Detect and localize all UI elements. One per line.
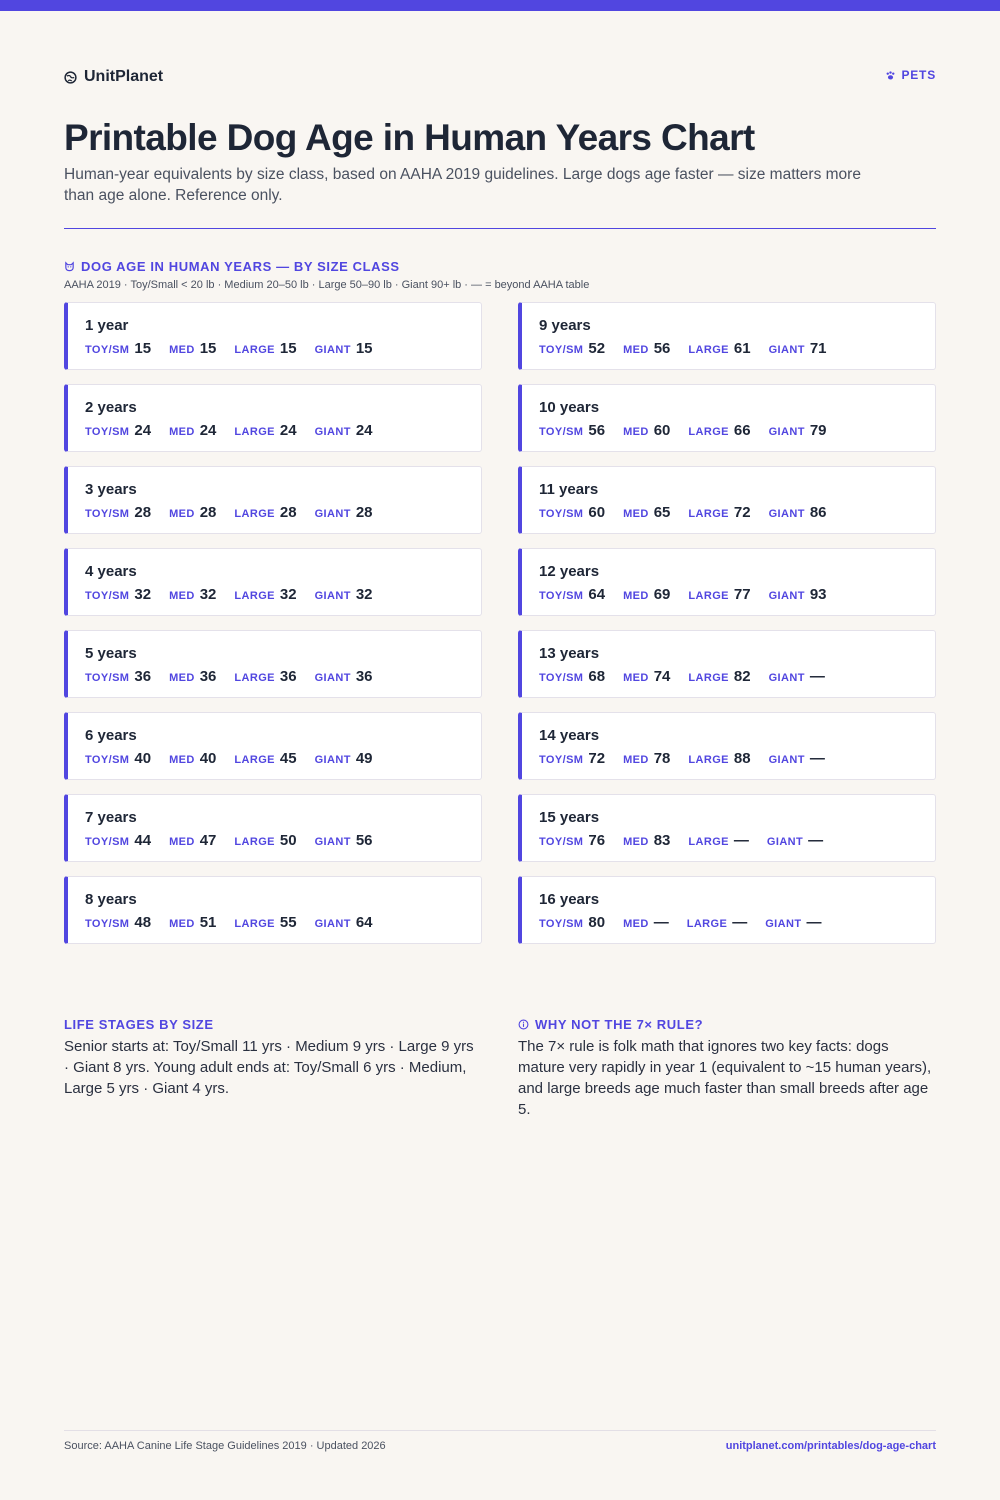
footer-divider — [64, 1430, 936, 1431]
human-years-toy: 28 — [134, 504, 152, 521]
size-label-toy: TOY/SM — [85, 836, 130, 848]
age-card-title: 12 years — [539, 563, 600, 580]
human-years-toy: 48 — [134, 914, 152, 931]
brand-name: UnitPlanet — [84, 68, 164, 85]
human-years-giant: — — [809, 750, 825, 767]
size-label-giant: GIANT — [765, 918, 802, 930]
human-years-med: 47 — [199, 832, 217, 849]
human-years-giant: 28 — [355, 504, 373, 521]
age-card-values — [85, 668, 391, 685]
human-years-toy: 24 — [134, 422, 152, 439]
value-large — [688, 504, 750, 521]
human-years-med: 60 — [653, 422, 671, 439]
human-years-giant: 24 — [355, 422, 373, 439]
value-giant — [769, 422, 827, 439]
age-card — [518, 876, 936, 944]
size-label-giant: GIANT — [314, 426, 351, 438]
value-toy — [85, 914, 151, 931]
size-label-med: MED — [169, 426, 195, 438]
value-giant — [315, 504, 373, 521]
size-label-med: MED — [169, 918, 195, 930]
value-giant — [315, 340, 373, 357]
size-label-med: MED — [169, 590, 195, 602]
value-giant — [767, 832, 823, 849]
human-years-med: 78 — [653, 750, 671, 767]
human-years-toy: 68 — [588, 668, 606, 685]
human-years-large: 28 — [279, 504, 297, 521]
value-med — [169, 504, 216, 521]
age-card — [64, 548, 482, 616]
human-years-large: — — [733, 832, 749, 849]
life-stages-title-text: LIFE STAGES BY SIZE — [64, 1017, 214, 1032]
human-years-large: 77 — [733, 586, 751, 603]
human-years-med: 15 — [199, 340, 217, 357]
age-card-values — [539, 504, 845, 521]
human-years-toy: 44 — [134, 832, 152, 849]
human-years-med: 69 — [653, 586, 671, 603]
value-toy — [85, 668, 151, 685]
footer-url[interactable]: unitplanet.com/printables/dog-age-chart — [725, 1440, 936, 1452]
size-label-med: MED — [623, 754, 649, 766]
value-large — [688, 832, 749, 849]
size-label-med: MED — [623, 344, 649, 356]
value-giant — [765, 914, 821, 931]
category-tag[interactable] — [885, 68, 936, 82]
human-years-med: 56 — [653, 340, 671, 357]
age-card-values — [85, 750, 391, 767]
section-note: AAHA 2019 · Toy/Small < 20 lb · Medium 20–50 lb · Large 50–90 lb · Giant 90+ lb · — = beyond AAHA table — [64, 279, 590, 291]
size-label-giant: GIANT — [314, 672, 351, 684]
size-label-giant: GIANT — [768, 344, 805, 356]
size-label-toy: TOY/SM — [85, 754, 130, 766]
human-years-large: 32 — [279, 586, 297, 603]
value-med — [623, 422, 670, 439]
human-years-med: 32 — [199, 586, 217, 603]
value-large — [687, 914, 748, 931]
value-toy — [85, 586, 151, 603]
size-label-giant: GIANT — [314, 508, 351, 520]
value-large — [688, 340, 750, 357]
size-label-giant: GIANT — [768, 426, 805, 438]
human-years-large: 36 — [279, 668, 297, 685]
size-label-med: MED — [169, 754, 195, 766]
value-giant — [315, 832, 373, 849]
size-label-med: MED — [623, 672, 649, 684]
size-label-toy: TOY/SM — [539, 508, 584, 520]
dog-icon — [64, 261, 75, 272]
value-med — [169, 668, 216, 685]
age-card-values — [85, 504, 391, 521]
size-label-large: LARGE — [688, 836, 729, 848]
value-giant — [769, 504, 827, 521]
value-toy — [539, 422, 605, 439]
human-years-giant: 79 — [809, 422, 827, 439]
why-not-body: The 7× rule is folk math that ignores two key facts: dogs mature very rapidly in year 1 (equivalent to ~15 human years), and large breeds age much faster than small breeds after age 5. — [518, 1038, 932, 1118]
why-not-title — [518, 1017, 703, 1032]
size-label-giant: GIANT — [314, 836, 351, 848]
size-label-med: MED — [169, 836, 195, 848]
value-med — [623, 750, 670, 767]
value-med — [623, 668, 670, 685]
human-years-giant: 15 — [355, 340, 373, 357]
human-years-large: 82 — [733, 668, 751, 685]
age-card-values — [85, 914, 391, 931]
age-card-title: 8 years — [85, 891, 137, 908]
size-label-giant: GIANT — [768, 672, 805, 684]
size-label-large: LARGE — [234, 426, 275, 438]
human-years-giant: 36 — [355, 668, 373, 685]
human-years-toy: 60 — [588, 504, 606, 521]
age-card — [518, 712, 936, 780]
age-card-values — [539, 914, 839, 931]
human-years-giant: 64 — [355, 914, 373, 931]
value-med — [623, 832, 670, 849]
value-med — [623, 340, 670, 357]
why-not-title-text: WHY NOT THE 7× RULE? — [535, 1017, 704, 1032]
value-toy — [85, 422, 151, 439]
human-years-giant: 56 — [355, 832, 373, 849]
value-med — [169, 914, 216, 931]
size-label-toy: TOY/SM — [539, 590, 584, 602]
size-label-med: MED — [623, 590, 649, 602]
age-card — [64, 302, 482, 370]
size-label-med: MED — [169, 344, 195, 356]
age-card — [64, 794, 482, 862]
size-label-giant: GIANT — [768, 590, 805, 602]
human-years-toy: 72 — [588, 750, 606, 767]
age-card-values — [85, 586, 391, 603]
size-label-giant: GIANT — [314, 754, 351, 766]
age-card-title: 10 years — [539, 399, 600, 416]
human-years-med: 51 — [199, 914, 217, 931]
human-years-toy: 64 — [588, 586, 606, 603]
age-card — [64, 712, 482, 780]
human-years-toy: 15 — [134, 340, 152, 357]
size-label-large: LARGE — [234, 344, 275, 356]
age-card-values — [539, 668, 843, 685]
age-card — [64, 384, 482, 452]
human-years-large: 45 — [279, 750, 297, 767]
section-heading-text: DOG AGE IN HUMAN YEARS — BY SIZE CLASS — [81, 259, 400, 274]
age-card — [518, 548, 936, 616]
size-label-large: LARGE — [234, 918, 275, 930]
size-label-toy: TOY/SM — [539, 672, 584, 684]
age-card — [518, 630, 936, 698]
value-giant — [769, 668, 825, 685]
brand[interactable] — [64, 68, 163, 86]
age-card-title: 11 years — [539, 481, 599, 498]
value-giant — [315, 422, 373, 439]
footer-source: Source: AAHA Canine Life Stage Guidelines 2019 · Updated 2026 — [64, 1440, 386, 1452]
age-card-title: 16 years — [539, 891, 600, 908]
human-years-giant: 32 — [355, 586, 373, 603]
value-large — [688, 668, 750, 685]
value-large — [234, 832, 296, 849]
value-toy — [539, 832, 605, 849]
value-giant — [315, 586, 373, 603]
page-title: Printable Dog Age in Human Years Chart — [64, 117, 755, 158]
size-label-large: LARGE — [688, 754, 729, 766]
size-label-large: LARGE — [234, 672, 275, 684]
human-years-med: 83 — [653, 832, 671, 849]
value-toy — [85, 750, 151, 767]
age-card-title: 5 years — [85, 645, 137, 662]
value-toy — [85, 504, 151, 521]
page-subtitle: Human-year equivalents by size class, based on AAHA 2019 guidelines. Large dogs age faster — size matters more than age alone. Reference only. — [64, 166, 861, 204]
size-label-med: MED — [169, 508, 195, 520]
value-giant — [769, 586, 827, 603]
human-years-med: 36 — [199, 668, 217, 685]
size-label-toy: TOY/SM — [539, 918, 584, 930]
size-label-large: LARGE — [234, 754, 275, 766]
age-card-title: 7 years — [85, 809, 137, 826]
value-large — [234, 340, 296, 357]
value-med — [169, 340, 216, 357]
human-years-toy: 56 — [588, 422, 606, 439]
value-med — [623, 914, 669, 931]
size-label-toy: TOY/SM — [539, 344, 584, 356]
human-years-giant: 49 — [355, 750, 373, 767]
value-toy — [539, 750, 605, 767]
value-giant — [315, 750, 373, 767]
size-label-toy: TOY/SM — [539, 836, 584, 848]
human-years-med: — — [653, 914, 669, 931]
value-med — [623, 504, 670, 521]
category-label: PETS — [901, 68, 936, 82]
value-med — [623, 586, 670, 603]
size-label-large: LARGE — [234, 836, 275, 848]
header-divider — [64, 228, 936, 229]
size-label-toy: TOY/SM — [539, 426, 584, 438]
value-giant — [769, 340, 827, 357]
age-card-title: 1 year — [85, 317, 129, 334]
value-med — [169, 586, 216, 603]
size-label-toy: TOY/SM — [85, 344, 130, 356]
value-med — [169, 422, 216, 439]
value-toy — [539, 586, 605, 603]
age-card — [64, 466, 482, 534]
human-years-med: 24 — [199, 422, 217, 439]
size-label-giant: GIANT — [766, 836, 804, 848]
value-large — [688, 750, 750, 767]
value-giant — [769, 750, 825, 767]
age-card — [518, 466, 936, 534]
age-card-title: 2 years — [85, 399, 137, 416]
size-label-toy: TOY/SM — [539, 754, 584, 766]
size-label-large: LARGE — [688, 590, 729, 602]
value-toy — [85, 340, 151, 357]
age-card — [64, 876, 482, 944]
size-label-large: LARGE — [686, 918, 728, 930]
age-card-title: 4 years — [85, 563, 137, 580]
size-label-med: MED — [623, 918, 649, 930]
value-large — [234, 914, 296, 931]
human-years-med: 74 — [653, 668, 671, 685]
size-label-med: MED — [623, 426, 649, 438]
size-label-giant: GIANT — [314, 918, 351, 930]
age-card-title: 13 years — [539, 645, 600, 662]
size-label-large: LARGE — [688, 508, 729, 520]
human-years-toy: 36 — [134, 668, 152, 685]
size-label-toy: TOY/SM — [85, 426, 130, 438]
size-label-large: LARGE — [688, 672, 729, 684]
human-years-large: 61 — [733, 340, 751, 357]
human-years-med: 40 — [199, 750, 217, 767]
age-card-values — [85, 340, 391, 357]
human-years-giant: 93 — [809, 586, 827, 603]
size-label-med: MED — [623, 836, 649, 848]
value-med — [169, 750, 216, 767]
size-label-toy: TOY/SM — [85, 672, 130, 684]
age-card — [518, 302, 936, 370]
globe-icon — [64, 71, 77, 84]
size-label-large: LARGE — [688, 426, 729, 438]
human-years-toy: 76 — [588, 832, 606, 849]
human-years-large: 50 — [279, 832, 297, 849]
age-card — [518, 384, 936, 452]
human-years-giant: 86 — [809, 504, 827, 521]
size-label-giant: GIANT — [768, 754, 805, 766]
human-years-large: 72 — [733, 504, 751, 521]
age-card — [64, 630, 482, 698]
age-card-values — [539, 832, 841, 849]
section-heading — [64, 259, 400, 274]
human-years-toy: 32 — [134, 586, 152, 603]
human-years-toy: 52 — [588, 340, 606, 357]
value-large — [688, 422, 750, 439]
age-card-values — [539, 340, 845, 357]
top-accent-bar — [0, 0, 1000, 11]
value-toy — [539, 914, 605, 931]
info-icon — [518, 1019, 529, 1030]
value-large — [234, 668, 296, 685]
age-card-title: 14 years — [539, 727, 600, 744]
value-toy — [539, 340, 605, 357]
age-card-values — [85, 422, 391, 439]
paw-icon — [885, 70, 896, 81]
human-years-toy: 80 — [588, 914, 606, 931]
age-card-title: 9 years — [539, 317, 591, 334]
human-years-giant: — — [809, 668, 825, 685]
size-label-giant: GIANT — [314, 344, 351, 356]
age-card-values — [539, 422, 845, 439]
human-years-large: 15 — [279, 340, 297, 357]
human-years-giant: — — [808, 832, 824, 849]
human-years-large: — — [732, 914, 748, 931]
size-label-giant: GIANT — [768, 508, 805, 520]
life-stages-title — [64, 1017, 214, 1032]
human-years-large: 24 — [279, 422, 297, 439]
age-card-values — [539, 750, 843, 767]
value-toy — [85, 832, 151, 849]
size-label-med: MED — [623, 508, 649, 520]
value-med — [169, 832, 216, 849]
human-years-giant: 71 — [809, 340, 827, 357]
human-years-large: 66 — [733, 422, 751, 439]
age-card — [518, 794, 936, 862]
value-toy — [539, 504, 605, 521]
size-label-toy: TOY/SM — [85, 508, 130, 520]
human-years-med: 65 — [653, 504, 671, 521]
age-card-values — [539, 586, 845, 603]
human-years-large: 88 — [733, 750, 751, 767]
value-large — [234, 504, 296, 521]
human-years-toy: 40 — [134, 750, 152, 767]
size-label-giant: GIANT — [314, 590, 351, 602]
human-years-med: 28 — [199, 504, 217, 521]
human-years-giant: — — [806, 914, 822, 931]
age-card-title: 15 years — [539, 809, 600, 826]
human-years-large: 55 — [279, 914, 297, 931]
value-large — [234, 586, 296, 603]
size-label-toy: TOY/SM — [85, 590, 130, 602]
age-card-values — [85, 832, 391, 849]
value-giant — [315, 668, 373, 685]
value-toy — [539, 668, 605, 685]
size-label-large: LARGE — [688, 344, 729, 356]
size-label-med: MED — [169, 672, 195, 684]
value-large — [234, 422, 296, 439]
age-card-title: 6 years — [85, 727, 137, 744]
size-label-large: LARGE — [234, 508, 275, 520]
value-large — [688, 586, 750, 603]
size-label-toy: TOY/SM — [85, 918, 130, 930]
age-card-title: 3 years — [85, 481, 137, 498]
life-stages-body: Senior starts at: Toy/Small 11 yrs · Medium 9 yrs · Large 9 yrs · Giant 8 yrs. Young adult ends at: Toy/Small 6 yrs · Medium, Large 5 yrs · Giant 4 yrs. — [64, 1038, 474, 1097]
value-large — [234, 750, 296, 767]
value-giant — [315, 914, 373, 931]
size-label-large: LARGE — [234, 590, 275, 602]
